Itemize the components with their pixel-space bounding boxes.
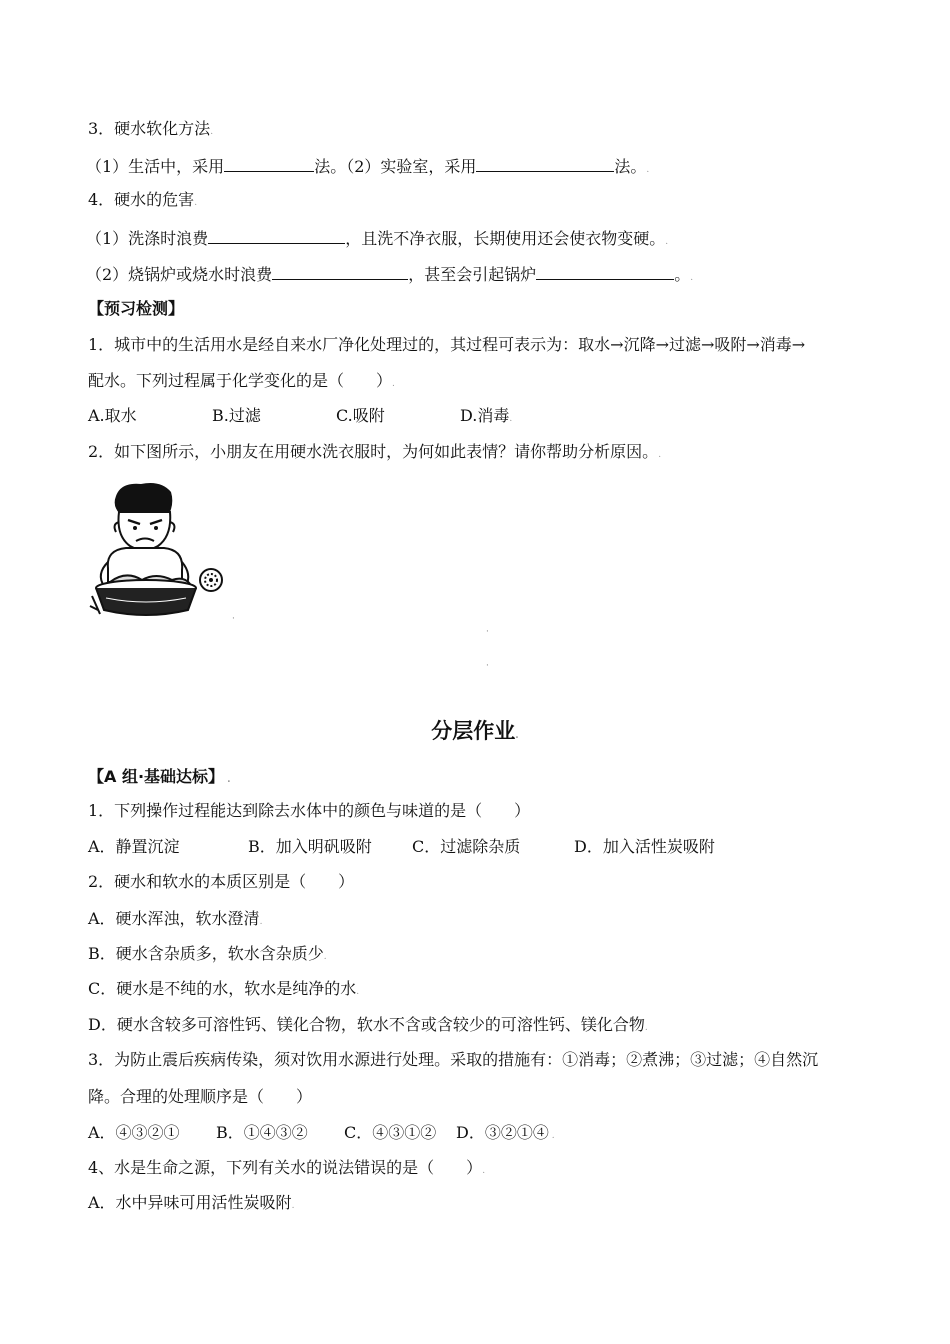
hw-q2-option-b[interactable]: B．硬水含杂质多，软水含杂质少.: [88, 944, 327, 963]
blank-daily-life[interactable]: [224, 154, 314, 172]
hw-q3-line2: 降。合理的处理顺序是（ ）: [88, 1087, 313, 1106]
check-q2: 2．如下图所示，小朋友在用硬水洗衣服时，为何如此表情？请你帮助分析原因。.: [88, 442, 662, 461]
homework-title: 分层作业.: [431, 719, 519, 743]
option-c[interactable]: C．过滤除杂质: [412, 837, 521, 856]
q3-title: 3．硬水软化方法.: [88, 119, 214, 138]
hw-q1-options: [88, 836, 715, 858]
blank-boiler-result[interactable]: [536, 262, 674, 280]
hw-q2-option-a[interactable]: A．硬水浑浊，软水澄清.: [88, 909, 263, 928]
blank-laboratory[interactable]: [476, 154, 614, 172]
option-a[interactable]: A．静置沉淀: [88, 837, 180, 856]
check-q1-options: A.取水 B.过滤 C.吸附 D.消毒.: [88, 406, 513, 425]
child-washing-illustration: [86, 478, 236, 623]
section-heading-preview-check: 【预习检测】: [88, 299, 185, 318]
option-d[interactable]: D．加入活性炭吸附: [574, 837, 715, 856]
option-a[interactable]: A．④③②①: [88, 1123, 180, 1142]
section-heading-group-a: 【A 组·基础达标】 .: [88, 767, 231, 786]
option-d[interactable]: D．③②①④: [456, 1123, 549, 1142]
blank-boiler-waste[interactable]: [272, 262, 408, 280]
option-b[interactable]: B．加入明矾吸附: [248, 837, 372, 856]
q3-fill-line: （1）生活中，采用 法。（2）实验室，采用 法。.: [86, 154, 649, 181]
option-c[interactable]: C．④③①②: [344, 1123, 437, 1142]
hw-q2-option-c[interactable]: C．硬水是不纯的水，软水是纯净的水.: [88, 979, 360, 998]
q4-title: 4．硬水的危害.: [88, 190, 198, 209]
blank-washing-waste[interactable]: [208, 226, 345, 244]
hw-q1: 1．下列操作过程能达到除去水体中的颜色与味道的是（ ）: [88, 801, 531, 820]
option-d[interactable]: D.消毒: [460, 406, 510, 425]
hw-q2: 2．硬水和软水的本质区别是（ ）: [88, 872, 355, 891]
hw-q3-options: A．④③②① B．①④③② C．④③①② D．③②①④ .: [88, 1123, 555, 1142]
option-b[interactable]: B．①④③②: [216, 1123, 308, 1142]
option-b[interactable]: B.过滤: [212, 406, 261, 425]
check-q1-line1: 1．城市中的生活用水是经自来水厂净化处理过的，其过程可表示为：取水→沉降→过滤→吸附→消毒→: [88, 335, 806, 354]
option-c[interactable]: C.吸附: [336, 406, 385, 425]
q4-item-1: （1）洗涤时浪费 ，且洗不净衣服，长期使用还会使衣物变硬。.: [86, 226, 668, 253]
hw-q2-option-d[interactable]: D．硬水含较多可溶性钙、镁化合物，软水不含或含较少的可溶性钙、镁化合物.: [88, 1015, 648, 1034]
q4-item-2: （2）烧锅炉或烧水时浪费 ，甚至会引起锅炉 。.: [86, 262, 693, 289]
hw-q4-option-a[interactable]: A．水中异味可用活性炭吸附.: [88, 1193, 295, 1212]
check-q1-line2: 配水。下列过程属于化学变化的是（ ）.: [88, 371, 395, 390]
hw-q3-line1: 3．为防止震后疾病传染，须对饮用水源进行处理。采取的措施有：①消毒；②煮沸；③过滤；④自然沉: [88, 1050, 819, 1069]
option-a[interactable]: A.取水: [88, 406, 137, 425]
hw-q4: 4、水是生命之源，下列有关水的说法错误的是（ ）.: [88, 1158, 486, 1177]
